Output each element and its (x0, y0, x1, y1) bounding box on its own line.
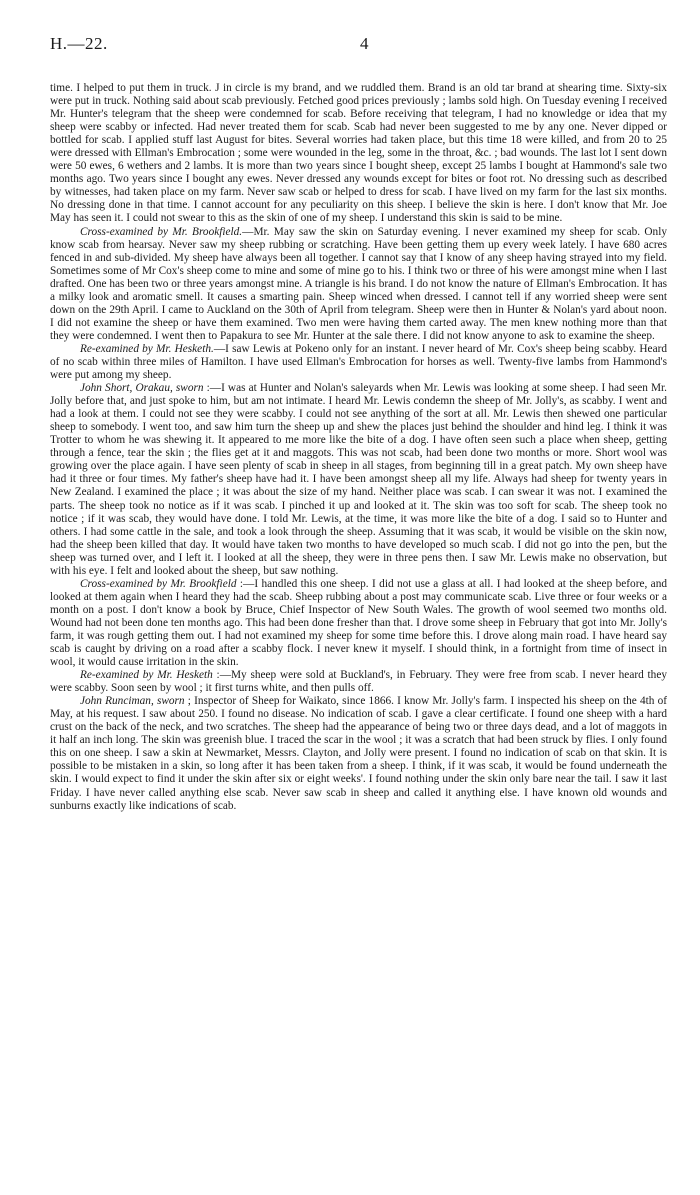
paragraph-lead: Cross-examined by Mr. Brookfield. (80, 225, 243, 238)
paragraph-1 (50, 82, 667, 226)
body-text (50, 82, 667, 813)
paragraph-4 (50, 382, 667, 578)
paragraph-2 (50, 226, 667, 343)
paragraph-text: :—My sheep were sold at Buckland's, in February. They were free from scab. I never heard they were scabby. Soon seen by wool ; it first turns white, and then pulls off. (50, 669, 667, 695)
document-id: H.—22. (50, 34, 108, 53)
paragraph-lead: John Runciman, sworn (80, 695, 185, 708)
paragraph-text: ; Inspector of Sheep for Waikato, since 1866. I know Mr. Jolly's farm. I inspected his sheep on the 4th of May, at his request. I saw about 250. I found no disease. No indication of scab. I gave a clear certificate. I found one sheep with a hard crust on the back of the neck, and two scratches. The sheep had the appearance of being two or three days dead, and a lot of maggots in it half an inch long. The skin was greenish blue. I traced the scar in the wool ; it was a scratch that had been struck by flies. I only found this on one sheep. I saw a skin at Newmarket, Messrs. Clayton, and Jolly were present. I found no indication of scab on that skin. It is possible to be mistaken in a skin, so long after it has been taken from a sheep. I think, if it was scab, it would be found underneath the skin. I would expect to find it under the skin after six or eight weeks'. I found nothing under the skin only bare near the tail. I saw it last Friday. I have never called anything else scab. Never saw scab in sheep and called it anything else. I have known old wounds and sunburns exactly like indications of scab. (50, 695, 667, 812)
page-number: 4 (360, 34, 369, 53)
paragraph-lead: Re-examined by Mr. Hesketh. (80, 342, 214, 355)
paragraph-3 (50, 343, 667, 382)
paragraph-text: :—I was at Hunter and Nolan's saleyards when Mr. Lewis was looking at some sheep. I had seen Mr. Jolly before that, and just spoke to him, but am not intimate. I heard Mr. Lewis condemn the sheep of Mr. Jolly's, as scabby. I went and had a look at them. I could not see they were scabby. I could not see anything of the sort at all. Mr. Lewis then shewed one particular sheep to somebody. I went too, and saw him turn the sheep up and shew the places just behind the shoulder and hind leg. I think it was Trotter to whom he was shewing it. It appeared to me more like the bite of a dog. I have often seen such a place when sheep, getting through a fence, tear the skin ; the flies get at it and maggots. This was not scab, had been done two months or more. Short wool was growing over the place again. I have seen plenty of scab in sheep in all stages, from beginning till in a great patch. My own sheep have had it three or four times. My father's sheep have had it. I have been amongst sheep all my life. Always had sheep for twenty years in New Zealand. I examined the place ; it was about the size of my hand. Neither place was scab. I can swear it was not. I examined the parts. The sheep took no notice as if it was scab. I pinched it up and looked at it. The skin was too soft for scab. The sheep took no notice ; if it was scab, they would have done. I told Mr. Lewis, at the time, it was more like the bite of a dog. I said so to Hunter and others. I had some cattle in the sale, and took a look through the sheep. Assuming that it was scab, it would be visible on the skin now, had the sheep been killed that day. It would have taken two months to have developed so much scab. I did not go into the pen, but the sheep was turned over, and I left it. I looked at all the sheep, they were in three pens then. I saw Mr. Lewis make no observation, but with his eye. I felt and looked about the sheep, but saw nothing. (50, 382, 667, 577)
paragraph-text: —Mr. May saw the skin on Saturday evening. I never examined my sheep for scab. Only know scab from hearsay. Never saw my sheep rubbing or scratching. Have been getting them up every week lately. I have 680 acres fenced in and sub-divided. My sheep have always been all together. I cannot say that I know of any sheep having strayed into my field. Sometimes some of Mr Cox's sheep come to mine and some of mine go to his. I think two or three of his were amongst mine when I last drafted. One has been two or three years amongst mine. A triangle is his brand. I do not know the nature of Ellman's Embrocation. It has a milky look and aromatic smell. It causes a smarting pain. Sheep winced when dressed. I cannot tell if any worried sheep were sent down on the 29th April. I came to Auckland on the 30th of April from telegram. Sheep were then in Hunter & Nolan's yard about noon. I did not examine the sheep or have them examined. Two men were having them carted away. The men knew nothing more than that they were condemned. I went then to Papakura to see Mr. Hunter at the sale there. I did not know anyone to ask to examine the sheep. (50, 225, 667, 342)
paragraph-text: time. I helped to put them in truck. J in circle is my brand, and we ruddled them. Brand is an old tar brand at shearing time. Sixty-six were put in truck. Nothing said about scab previously. Fetched good prices previously ; lambs sold high. On Tuesday evening I received Mr. Hunter's telegram that the sheep were condemned for scab. Before receiving that telegram, I had no knowledge or idea that my sheep were scabby or infected. Had never treated them for scab. Scab had never been suggested to me by any one. Never dipped or bottled for scab. I applied stuff last August for bites. Several worries had taken place, but this time 18 were killed, and from 20 to 25 were dressed with Ellman's Embrocation ; some were wounded in the leg, some in the throat, &c. ; bad wounds. The last lot I sent down were 50 ewes, 6 wethers and 2 lambs. It is more than two years since I bought sheep, except 25 lambs I bought at Hammond's sale two months ago. Two years since I bought any ewes. Never dressed any wounds except for bites or foot rot. No dressing such as described by witnesses, had taken place on my farm. Never saw scab or helped to dress for scab. I have lived on my farm for the last six months. No dressing done in that time. I cannot account for any peculiarity on this sheep. I believe the skin is here. I don't know that Mr. Joe May has seen it. I could not swear to this as the skin of one of my sheep. I understand this skin is said to be mine. (50, 82, 667, 225)
page-header (50, 34, 660, 58)
paragraph-lead: John Short, Orakau, sworn (80, 382, 204, 395)
paragraph-lead: Re-examined by Mr. Hesketh (80, 669, 213, 682)
paragraph-lead: Cross-examined by Mr. Brookfield (80, 577, 237, 590)
paragraph-7 (50, 695, 667, 812)
paragraph-text: :—I handled this one sheep. I did not use a glass at all. I had looked at the sheep before, and looked at them again when I heard they had the scab. Sheep rubbing about a post may communicate scab. Live three or four weeks or a month on a post. I don't know a book by Bruce, Chief Inspector of New South Wales. The growth of wool seemed two months old. Wound had not been done ten months ago. This had been done fresher than that. I drove some sheep in February that got into Mr. Jolly's farm, it was rough getting them out. I had not examined my sheep for some time before this. I drove along main road. I have heard say scab is caught by driving on a road after a scabby flock. I never knew it myself. I should think, in a fortnight from time of insect in wool, it would cause irritation in the skin. (50, 577, 667, 669)
paragraph-text: —I saw Lewis at Pokeno only for an instant. I never heard of Mr. Cox's sheep being scabby. Heard of no scab within three miles of Hamilton. I have used Ellman's Embrocation for horses as well. Twenty-five lambs from Hammond's were put among my sheep. (50, 342, 667, 382)
paragraph-5 (50, 578, 667, 669)
paragraph-6 (50, 669, 667, 695)
